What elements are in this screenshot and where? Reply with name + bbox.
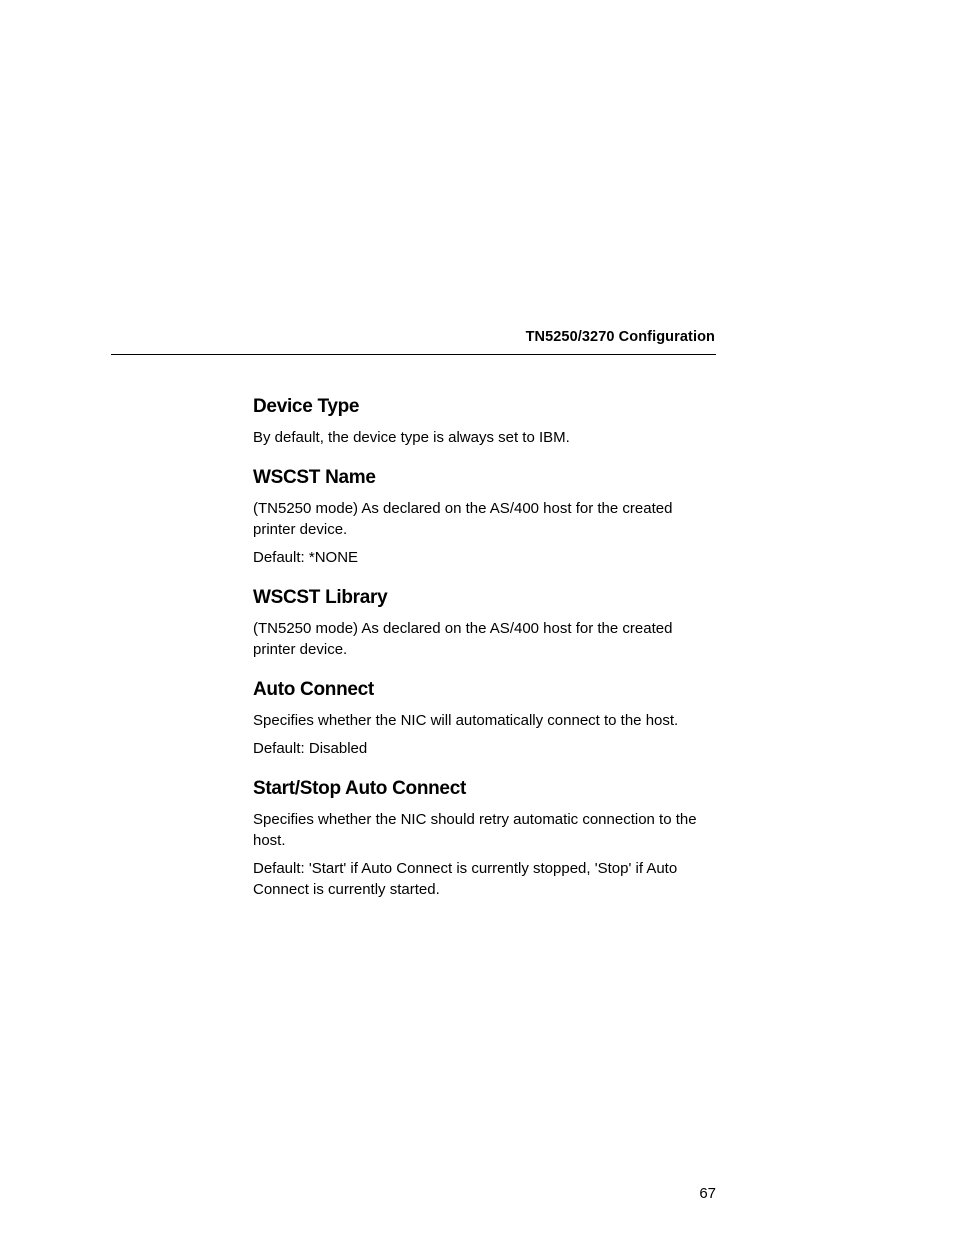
section-default-value: Default: Disabled [253,740,368,757]
section-paragraph: Specifies whether the NIC should retry automatic connection to the host. [253,811,697,849]
section-default-value: Default: *NONE [253,549,359,566]
section-device-type [253,394,719,448]
section-title: WSCST Name [253,467,376,488]
section-title: Device Type [253,396,360,417]
section-paragraph: (TN5250 mode) As declared on the AS/400 host for the created printer device. [253,500,673,538]
section-auto-connect [253,677,719,759]
header-rule [111,354,716,355]
section-title: Auto Connect [253,679,374,700]
page-number: 67 [699,1185,716,1202]
section-paragraph: Specifies whether the NIC will automatically connect to the host. [253,712,679,729]
section-title: Start/Stop Auto Connect [253,778,466,799]
section-paragraph: By default, the device type is always set to IBM. [253,429,570,446]
section-wscst-name [253,465,719,568]
section-start-stop-auto-connect [253,776,719,900]
section-default-value: Default: 'Start' if Auto Connect is currently stopped, 'Stop' if Auto Connect is currently started. [253,860,678,898]
section-paragraph: (TN5250 mode) As declared on the AS/400 host for the created printer device. [253,620,673,658]
section-title: WSCST Library [253,587,388,608]
section-wscst-library [253,585,719,660]
running-header: TN5250/3270 Configuration [525,329,715,345]
page-content [253,394,719,917]
